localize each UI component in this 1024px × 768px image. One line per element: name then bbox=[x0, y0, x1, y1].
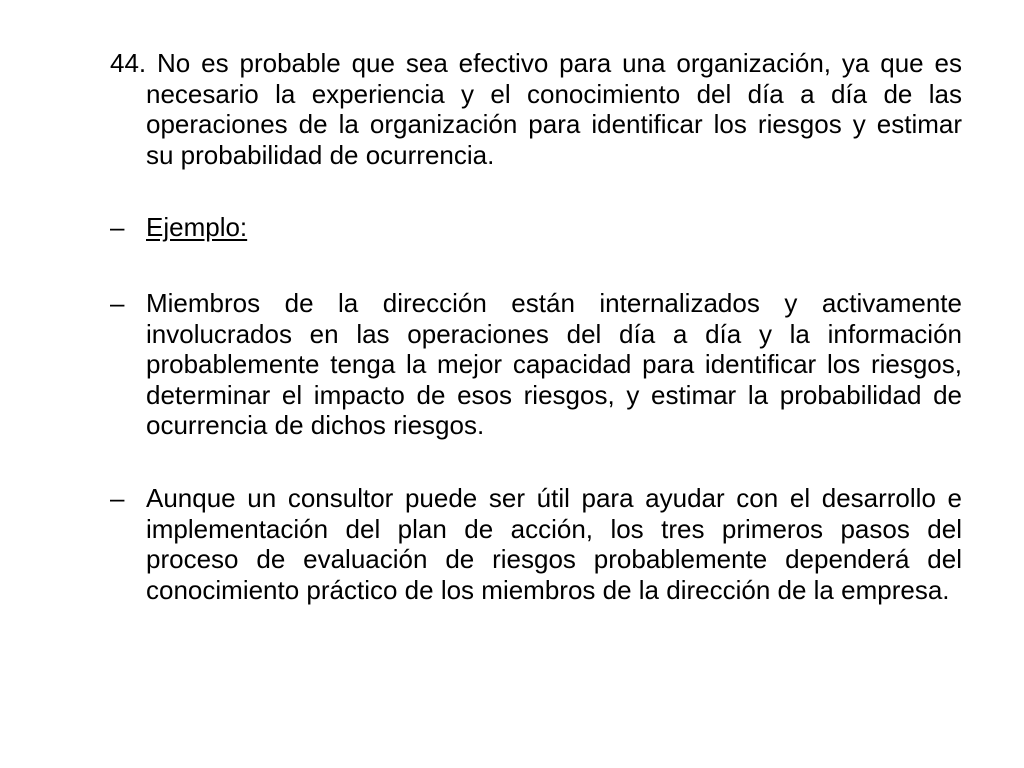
dash-bullet-icon: – bbox=[110, 212, 125, 242]
bullet-ejemplo bbox=[110, 212, 962, 243]
bullet-miembros bbox=[110, 288, 962, 441]
bullet-miembros-text: Miembros de la dirección están internalizados y activamente involucrados en las operaciones del día a día y la información probablemente tenga la mejor capacidad para identificar los riesgos, determinar el impacto de esos riesgos, y estimar la probabilidad de ocurrencia de dichos riesgos. bbox=[146, 288, 962, 440]
paragraph-44-text: 44. No es probable que sea efectivo para una organización, ya que es necesario la experiencia y el conocimiento del día a día de las operaciones de la organización para identificar los riesgos y estimar su probabilidad de ocurrencia. bbox=[110, 48, 962, 170]
paragraph-44 bbox=[110, 48, 962, 170]
bullet-consultor bbox=[110, 483, 962, 605]
dash-bullet-icon: – bbox=[110, 288, 125, 318]
ejemplo-heading: Ejemplo: bbox=[146, 212, 248, 242]
bullet-consultor-text: Aunque un consultor puede ser útil para ayudar con el desarrollo e implementación del plan de acción, los tres primeros pasos del proceso de evaluación de riesgos probablemente dependerá del conocimiento práctico de los miembros de la dirección de la empresa. bbox=[146, 483, 962, 605]
dash-bullet-icon: – bbox=[110, 483, 125, 513]
